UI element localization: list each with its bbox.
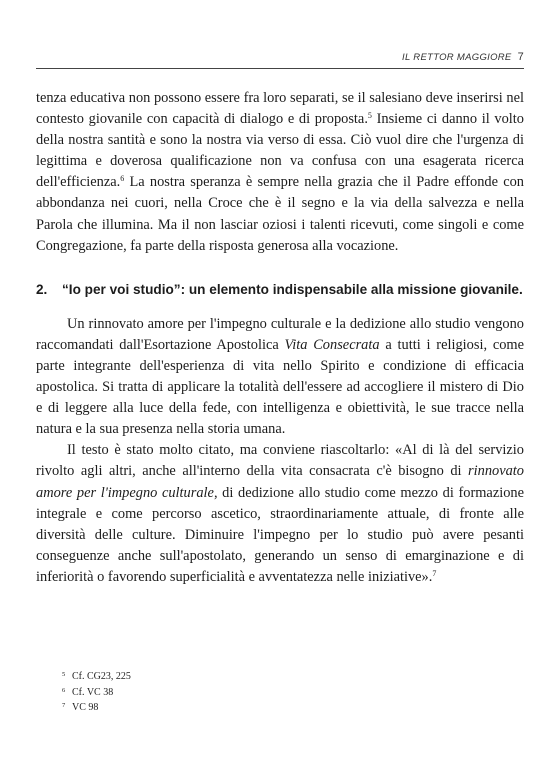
paragraph-2-text-a: Un rinnovato amore per l'impegno culturale e la dedizione allo studio vengono raccomandati dall'Esortazione Apostolica	[36, 315, 524, 353]
paragraph-2-text-b: a tutti i religiosi, come parte integrante dell'esperienza di vita nello Spirito e condizione di efficacia apostolica. Si tratta di applicare la totalità dell'essere ad accogliere il mistero di Dio e di leggere alla luce della fede, con intelligenza e obiettività, le sue tracce nella natura e la sua presenza nella storia umana.	[36, 336, 524, 438]
running-header	[36, 51, 524, 63]
vita-consecrata-title: Vita Consecrata	[284, 336, 380, 353]
paragraph-1-text-a: tenza educativa non possono essere fra loro separati, se il salesiano deve inserirsi nel contesto giovanile con capacità di dialogo e di proposta.	[36, 90, 524, 128]
footnote-text: Cf. CG23, 225	[72, 671, 131, 682]
running-title: IL RETTOR MAGGIORE	[402, 52, 512, 63]
footnote-7	[62, 699, 131, 715]
paragraph-3-text-b: , di dedizione allo studio come mezzo di formazione integrale e come percorso ascetico, straordinariamente attuale, di fronte alle diversità delle culture. Diminuire l'impegno per lo studio può avere pesanti conseguenze anche sull'apostolato, generando un senso di emarginazione e di inferiorità o favorendo superficialità e avventatezza nelle iniziative».	[36, 484, 524, 585]
body-text	[36, 88, 524, 588]
header-rule	[36, 68, 524, 69]
footnote-text: VC 98	[72, 702, 99, 713]
section-heading	[36, 280, 524, 300]
paragraph-1-text-b: Insieme ci danno il volto della nostra santità e sono la nostra via verso di essa. Ciò vuol dire che l'urgenza di legittima e doverosa qualificazione non va confusa con una esagerata ricerca dell'efficienza.	[36, 111, 524, 191]
footnote-mark: 5	[62, 671, 66, 678]
footnote-5	[62, 668, 131, 684]
footnote-text: Cf. VC 38	[72, 686, 114, 698]
footnote-mark: 6	[62, 686, 66, 694]
paragraph-2	[36, 314, 524, 441]
footnote-6	[62, 684, 131, 700]
section-number: 2.	[36, 281, 48, 297]
paragraph-3-text-a: Il testo è stato molto citato, ma conviene riascoltarlo: «Al di là del servizio rivolto agli altri, anche all'interno della vita consacrata c'è bisogno di	[36, 442, 524, 480]
paragraph-1	[36, 88, 524, 257]
footnote-ref-7[interactable]: 7	[432, 568, 437, 578]
footnote-mark: 7	[62, 702, 66, 709]
emphasis-quote: rinnovato amore per l'impegno culturale	[36, 463, 524, 501]
paragraph-1-text-c: La nostra speranza è sempre nella grazia che il Padre effonde con abbondanza nei cuori, nella Croce che è il segno e la via della salvezza e nella Parola che illumina. Ma il non lasciar oziosi i talenti ricevuti, come singoli e come Congregazione, fa parte della risposta generosa alla vocazione.	[36, 174, 524, 254]
footnotes	[62, 668, 131, 715]
paragraph-3	[36, 440, 524, 588]
page-number: 7	[517, 51, 524, 63]
section-title: “Io per voi studio”: un elemento indispensabile alla missione giovanile.	[62, 281, 523, 297]
footnote-ref-6[interactable]: 6	[120, 174, 125, 184]
footnote-ref-5[interactable]: 5	[367, 111, 372, 121]
